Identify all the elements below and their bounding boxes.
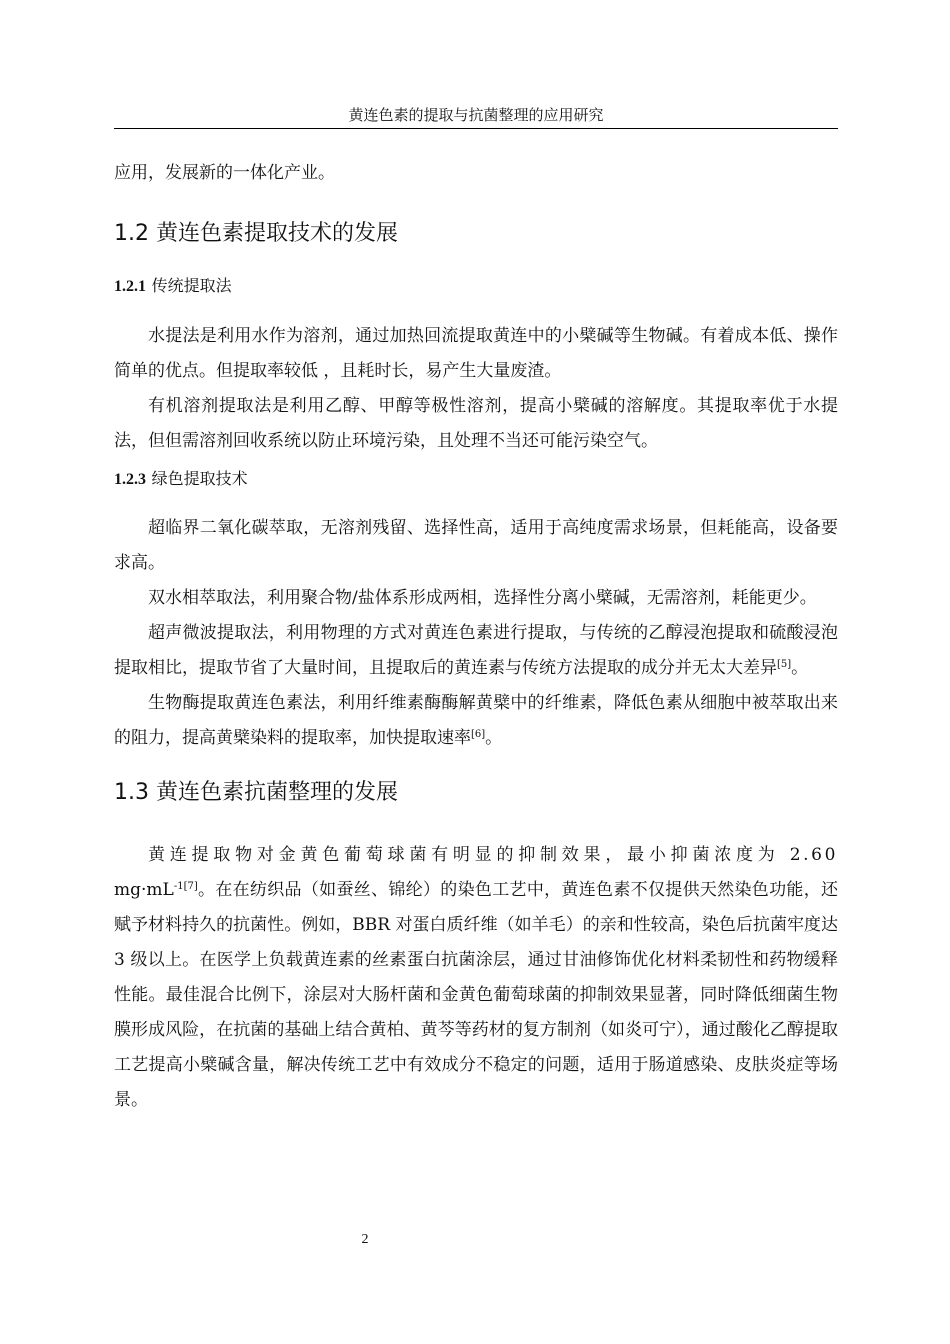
citation-ref: [6] <box>471 729 486 740</box>
paragraph-supercritical: 超临界二氧化碳萃取，无溶剂残留、选择性高，适用于高纯度需求场景，但耗能高，设备要求高。 <box>114 518 838 573</box>
page-body <box>114 156 838 1118</box>
paragraph-water-extraction <box>114 319 838 389</box>
section-heading-1-2: 1.2 黄连色素提取技术的发展 <box>114 221 398 246</box>
subsection-number: 1.2.1 <box>114 278 146 295</box>
text-run: ，且处理不当还可能污染空气。 <box>420 431 658 451</box>
text-run: 有机溶剂提取法是利用 <box>148 396 326 416</box>
text-run-highlight: 乙醇、甲醇等极性溶剂，提高小檗碱的溶解度 <box>325 396 680 416</box>
page-number: 2 <box>361 1232 369 1247</box>
paragraph-antibacterial <box>114 838 838 1118</box>
text-run: 。其 <box>679 396 715 416</box>
text-run-highlight: 提取率优于水提法， <box>114 396 839 451</box>
text-run: 生物酶提取黄连色素法，利用纤维素酶酶解黄檗中的纤维素，降低色素从细胞中被萃取出来的阻力，提高黄檗染料的提取率，加快提取速率 <box>114 693 838 748</box>
text-run-highlight: 提取黄连中的小檗碱等生物碱。 <box>458 326 701 346</box>
paragraph-solvent-extraction <box>114 389 838 459</box>
intro-line: 应用，发展新的一体化产业。 <box>114 163 335 183</box>
citation-ref: [5] <box>777 659 792 670</box>
text-run: 。 <box>485 728 503 748</box>
paragraph-enzyme-extraction <box>114 686 838 756</box>
section-heading-1-3: 1.3 黄连色素抗菌整理的发展 <box>114 780 398 805</box>
unit-text: mg·mL <box>114 880 174 900</box>
citation-ref: -1[7] <box>173 881 198 892</box>
text-run: 的优点。但 <box>148 361 233 381</box>
text-run: 水提法是利用水作为溶剂，通过加热回流 <box>148 326 459 346</box>
subsection-heading-1-2-1 <box>114 272 838 301</box>
text-run: 。 <box>791 658 809 678</box>
text-run: 但 <box>148 431 165 451</box>
subsection-number: 1.2.3 <box>114 471 146 488</box>
text-run-highlight: 提取率较低 ，且耗时长，易产生大量废渣。 <box>233 361 562 381</box>
subsection-heading-1-2-3 <box>114 465 838 494</box>
running-header: 黄连色素的提取与抗菌整理的应用研究 <box>114 104 838 129</box>
text-run: 。在在纺织品（如蚕丝、锦纶）的染色工艺中，黄连色素不仅提供天然染色功能，还赋予材料持久的抗菌性。例如，BBR 对蛋白质纤维（如羊毛）的亲和性较高，染色后抗菌牢度达 3 级以上。在医学上负载黄连素的丝素蛋白抗菌涂层，通过甘油修饰优化材料柔韧性和药物缓释性能。最佳混合比例下，涂层对大肠杆菌和金黄色葡萄球菌的抑制效果显著，同时降低细菌生物膜形成风险，在抗菌的基础上结合黄柏、黄芩等药材的复方制剂（如炎可宁），通过酸化乙醇提取工艺提高小檗碱含量，解决传统工艺中有效成分不稳定的问题，适用于肠道感染、皮肤炎症等场景。 <box>114 880 838 1110</box>
text-run: 有着 <box>700 326 735 346</box>
subsection-title: 传统提取法 <box>151 276 232 295</box>
text-run-highlight: 成本低、操作简单 <box>114 326 839 381</box>
text-run: 超声微波提取法，利用物理的方式对黄连色素进行提取，与传统的乙醇浸泡提取和硫酸浸泡提取相比，提取节省了大量时间，且提取后的黄连素与传统方法提取的成分并无太大差异 <box>114 623 838 678</box>
subsection-title: 绿色提取技术 <box>151 469 248 488</box>
text-run: 黄连提取物对金黄色葡萄球菌有明显的抑制效果，最小抑菌浓度为 2.60 <box>148 845 838 865</box>
text-run-highlight: 但需溶剂回收系统以防止环境污染 <box>165 431 420 451</box>
paragraph-aqueous-two-phase: 双水相萃取法，利用聚合物/盐体系形成两相，选择性分离小檗碱，无需溶剂，耗能更少。 <box>148 588 817 608</box>
paragraph-ultrasonic-microwave <box>114 616 838 686</box>
